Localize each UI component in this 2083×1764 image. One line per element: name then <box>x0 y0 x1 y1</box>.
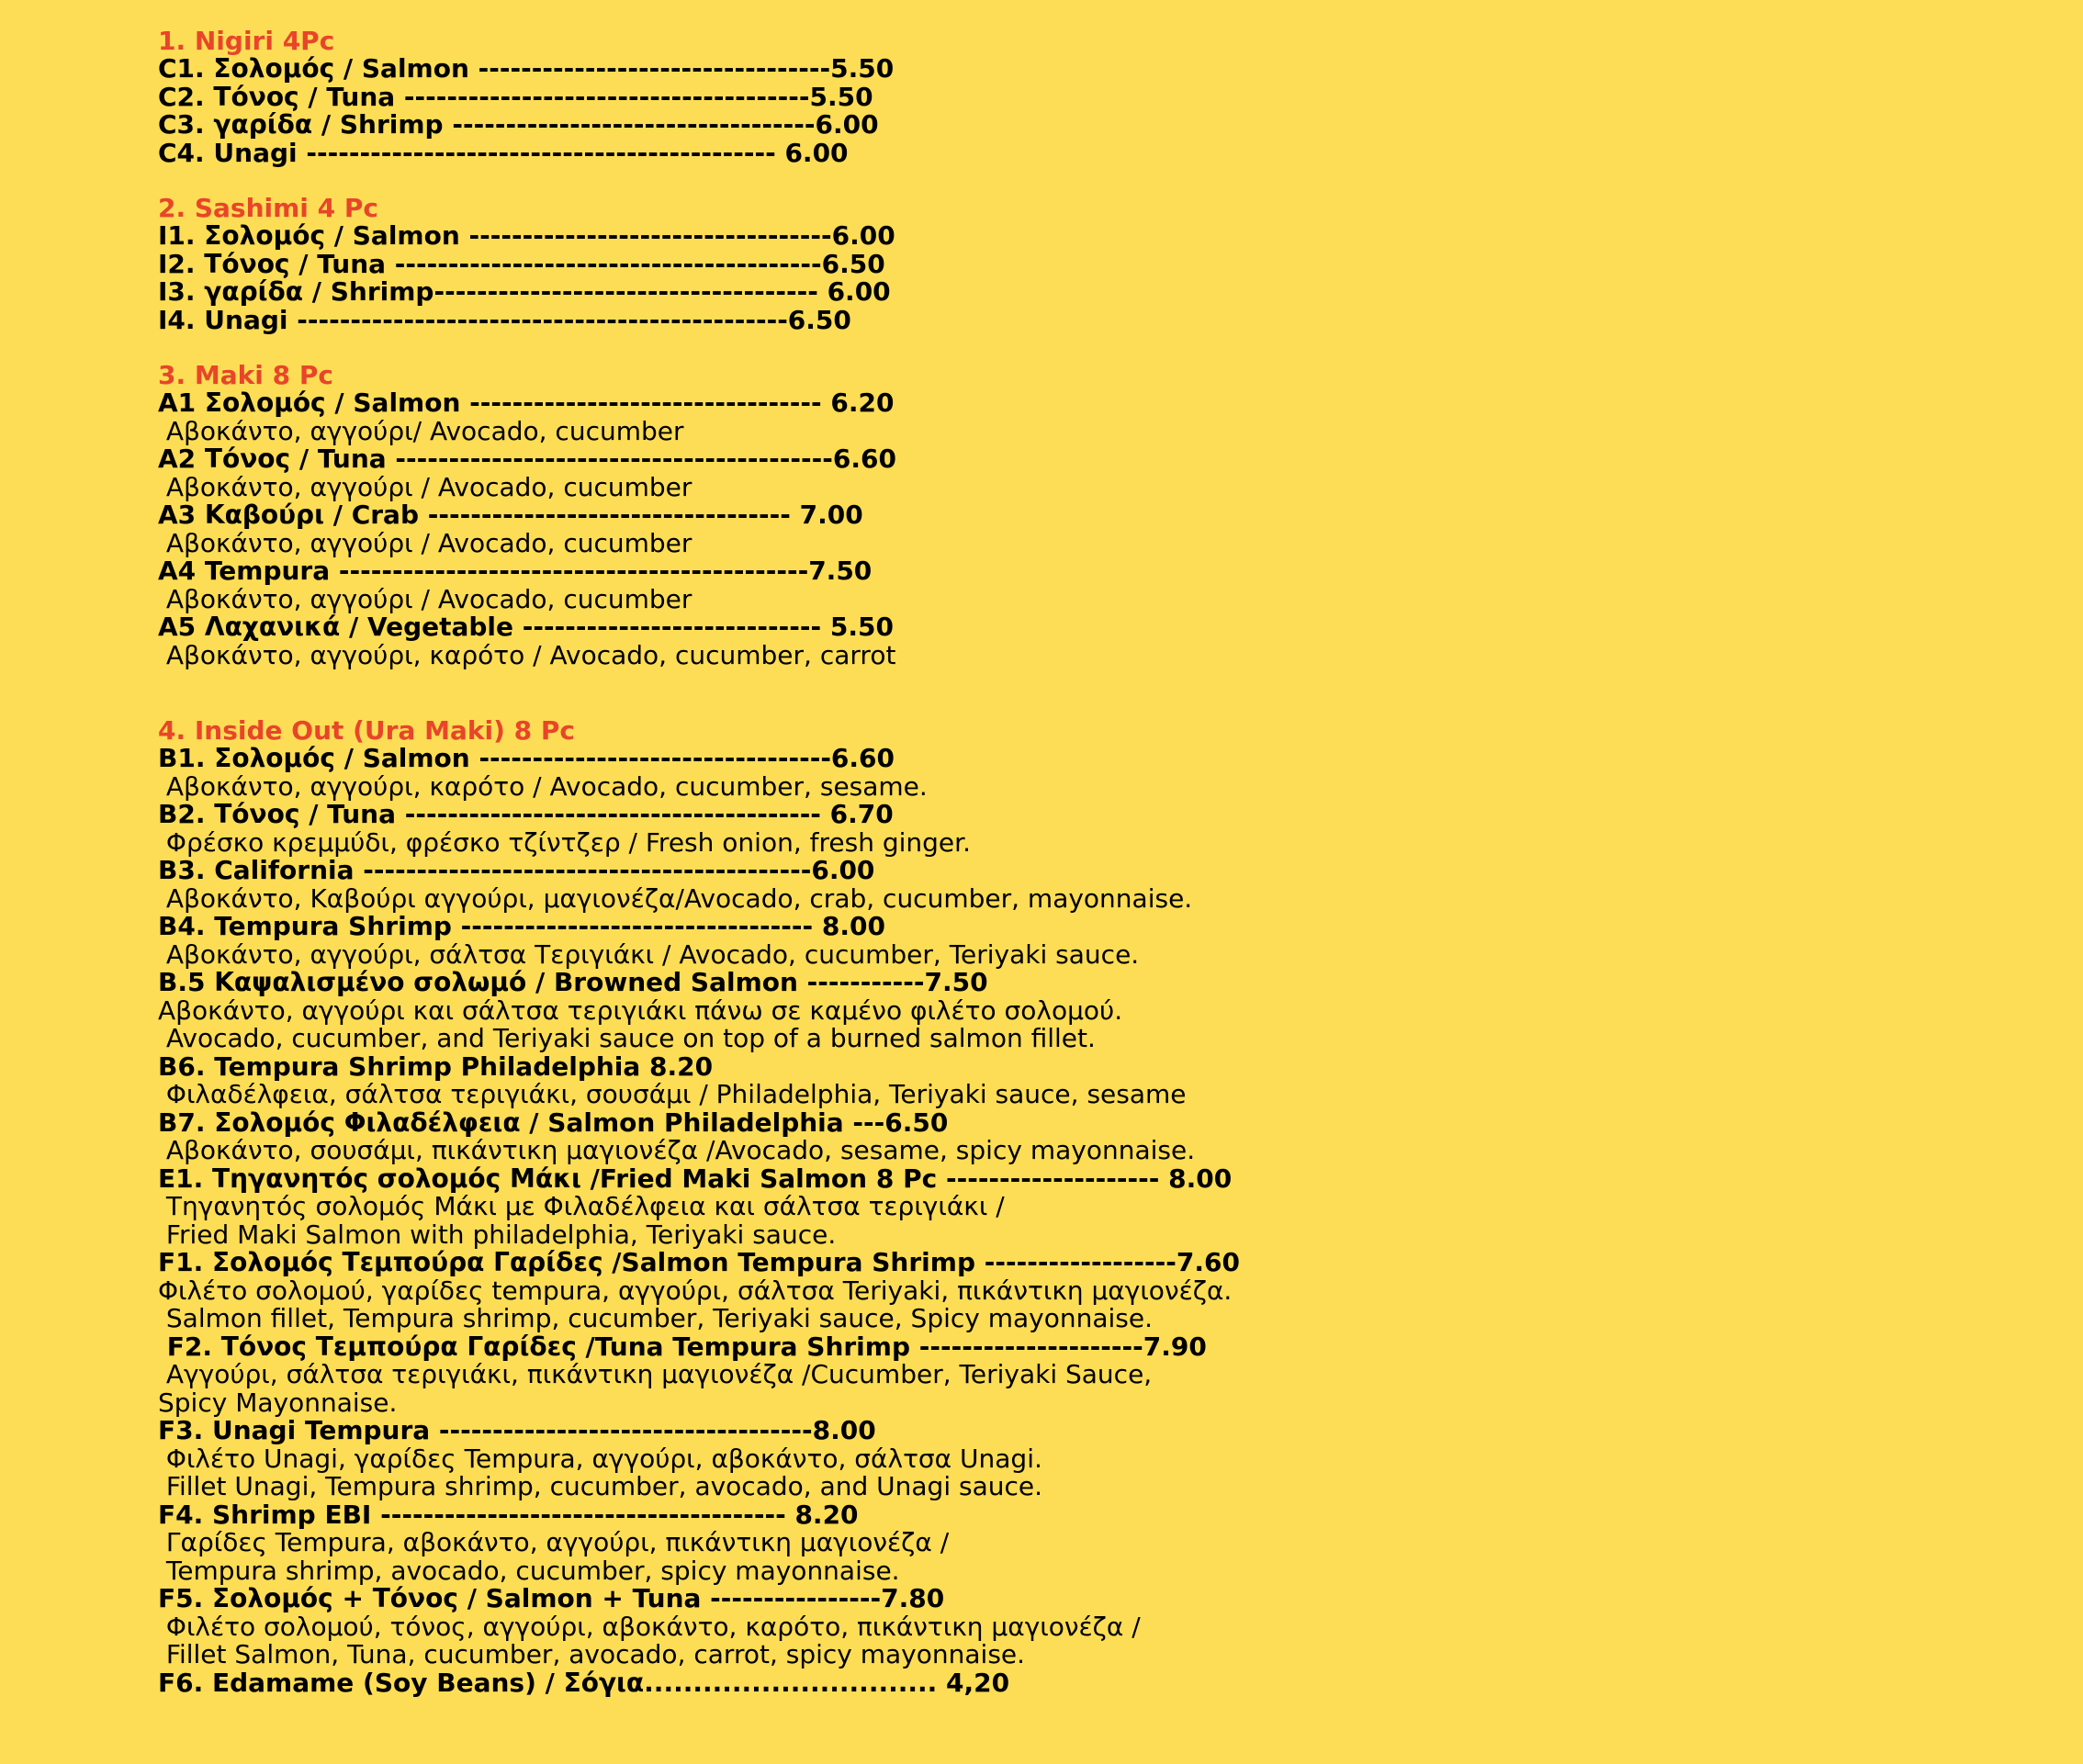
menu-section <box>158 362 1995 669</box>
menu <box>158 28 1995 1725</box>
menu-item: E1. Τηγανητός σολομός Μάκι /Fried Maki Salmon 8 Pc -------------------- 8.00 <box>158 1163 1233 1194</box>
menu-item: I2. Τόνος / Tuna ----------------------------------------6.50 <box>158 248 885 279</box>
item-description: Αβοκάντο, αγγούρι / Avocado, cucumber <box>158 471 692 502</box>
item-description: Αβοκάντο, αγγούρι, καρότο / Avocado, cucumber, sesame. <box>158 770 928 802</box>
menu-item: A4 Tempura --------------------------------------------7.50 <box>158 556 873 586</box>
menu-item: C4. Unagi -------------------------------------------- 6.00 <box>158 137 849 168</box>
item-description: Αβοκάντο, αγγούρι, καρότο / Avocado, cucumber, carrot <box>158 639 896 670</box>
menu-item: B1. Σολομός / Salmon ---------------------------------6.60 <box>158 743 895 773</box>
menu-item: F2. Τόνος Τεμπούρα Γαρίδες /Tuna Tempura Shrimp ---------------------7.90 <box>158 1331 1207 1362</box>
item-description: Αβοκάντο, Καβούρι αγγούρι, μαγιονέζα/Avocado, crab, cucumber, mayonnaise. <box>158 882 1193 914</box>
menu-item: A1 Σολομός / Salmon --------------------------------- 6.20 <box>158 388 895 418</box>
menu-item: F4. Shrimp EBI -------------------------------------- 8.20 <box>158 1499 859 1530</box>
item-description: Φρέσκο κρεμμύδι, φρέσκο τζίντζερ / Fresh onion, fresh ginger. <box>158 826 971 858</box>
menu-item: B.5 Καψαλισμένο σολωμό / Browned Salmon -----------7.50 <box>158 967 988 997</box>
section-title: 4. Inside Out (Ura Maki) 8 Pc <box>158 715 575 746</box>
menu-item: F6. Edamame (Soy Beans) / Σόγια.............................. 4,20 <box>158 1667 1010 1698</box>
menu-item: A2 Τόνος / Tuna -----------------------------------------6.60 <box>158 444 896 474</box>
item-description: Αβοκάντο, αγγούρι / Avocado, cucumber <box>158 527 692 558</box>
item-description: Αγγούρι, σάλτσα τεριγιάκι, πικάντικη μαγιονέζα /Cucumber, Teriyaki Sauce, <box>158 1359 1153 1389</box>
menu-item: C2. Τόνος / Tuna --------------------------------------5.50 <box>158 81 873 112</box>
item-description: Αβοκάντο, αγγούρι / Avocado, cucumber <box>158 583 692 614</box>
menu-item: C3. γαρίδα / Shrimp ----------------------------------6.00 <box>158 109 879 140</box>
item-description: Salmon fillet, Tempura shrimp, cucumber, Teriyaki sauce, Spicy mayonnaise. <box>158 1303 1154 1333</box>
item-description: Φιλέτο Unagi, γαρίδες Tempura, αγγούρι, αβοκάντο, σάλτσα Unagi. <box>158 1443 1042 1474</box>
menu-item: A5 Λαχανικά / Vegetable ---------------------------- 5.50 <box>158 612 894 642</box>
menu-item: A3 Καβούρι / Crab ---------------------------------- 7.00 <box>158 500 863 530</box>
item-description: Fillet Unagi, Tempura shrimp, cucumber, avocado, and Unagi sauce. <box>158 1471 1043 1501</box>
menu-item: I4. Unagi ----------------------------------------------6.50 <box>158 304 851 335</box>
item-description: Αβοκάντο, αγγούρι/ Avocado, cucumber <box>158 415 684 446</box>
menu-item: F3. Unagi Tempura -----------------------------------8.00 <box>158 1415 876 1445</box>
section-title: 1. Nigiri 4Pc <box>158 26 335 56</box>
menu-item: B3. California ------------------------------------------6.00 <box>158 855 875 885</box>
item-description: Spicy Mayonnaise. <box>158 1387 398 1418</box>
menu-item: B6. Tempura Shrimp Philadelphia 8.20 <box>158 1051 714 1082</box>
menu-item: C1. Σολομός / Salmon ---------------------------------5.50 <box>158 53 895 84</box>
section-title: 3. Maki 8 Pc <box>158 360 333 390</box>
menu-section <box>158 28 1995 167</box>
item-description: Fillet Salmon, Tuna, cucumber, avocado, carrot, spicy mayonnaise. <box>158 1639 1026 1669</box>
item-description: Αβοκάντο, σουσάμι, πικάντικη μαγιονέζα /Avocado, sesame, spicy mayonnaise. <box>158 1135 1196 1165</box>
item-description: Avocado, cucumber, and Teriyaki sauce on top of a burned salmon fillet. <box>158 1023 1096 1053</box>
menu-item: F5. Σολομός + Τόνος / Salmon + Tuna ----------------7.80 <box>158 1583 945 1613</box>
menu-item: B7. Σολομός Φιλαδέλφεια / Salmon Philadelphia ---6.50 <box>158 1107 949 1138</box>
item-description: Αβοκάντο, αγγούρι και σάλτσα τεριγιάκι πάνω σε καμένο φιλέτο σολομού. <box>158 994 1123 1026</box>
item-description: Φιλέτο σολομού, τόνος, αγγούρι, αβοκάντο, καρότο, πικάντικη μαγιονέζα / <box>158 1611 1141 1642</box>
menu-item: B2. Τόνος / Tuna --------------------------------------- 6.70 <box>158 799 894 829</box>
item-description: Αβοκάντο, αγγούρι, σάλτσα Τεριγιάκι / Avocado, cucumber, Teriyaki sauce. <box>158 938 1140 970</box>
item-description: Γαρίδες Tempura, αβοκάντο, αγγούρι, πικάντικη μαγιονέζα / <box>158 1527 950 1557</box>
menu-item: I3. γαρίδα / Shrimp------------------------------------ 6.00 <box>158 276 891 307</box>
item-description: Tempura shrimp, avocado, cucumber, spicy mayonnaise. <box>158 1555 900 1586</box>
section-title: 2. Sashimi 4 Pc <box>158 193 378 223</box>
menu-section <box>158 717 1995 1697</box>
menu-item: B4. Tempura Shrimp --------------------------------- 8.00 <box>158 911 885 941</box>
item-description: Τηγανητός σολομός Μάκι με Φιλαδέλφεια και σάλτσα τεριγιάκι / <box>158 1191 1005 1221</box>
item-description: Φιλέτο σολομού, γαρίδες tempura, αγγούρι, σάλτσα Teriyaki, πικάντικη μαγιονέζα. <box>158 1275 1233 1306</box>
menu-item: I1. Σολομός / Salmon ----------------------------------6.00 <box>158 220 895 251</box>
menu-section <box>158 195 1995 334</box>
menu-item: F1. Σολομός Τεμπούρα Γαρίδες /Salmon Tempura Shrimp ------------------7.60 <box>158 1247 1240 1277</box>
item-description: Fried Maki Salmon with philadelphia, Teriyaki sauce. <box>158 1219 837 1250</box>
item-description: Φιλαδέλφεια, σάλτσα τεριγιάκι, σουσάμι / Philadelphia, Teriyaki sauce, sesame <box>158 1079 1187 1109</box>
